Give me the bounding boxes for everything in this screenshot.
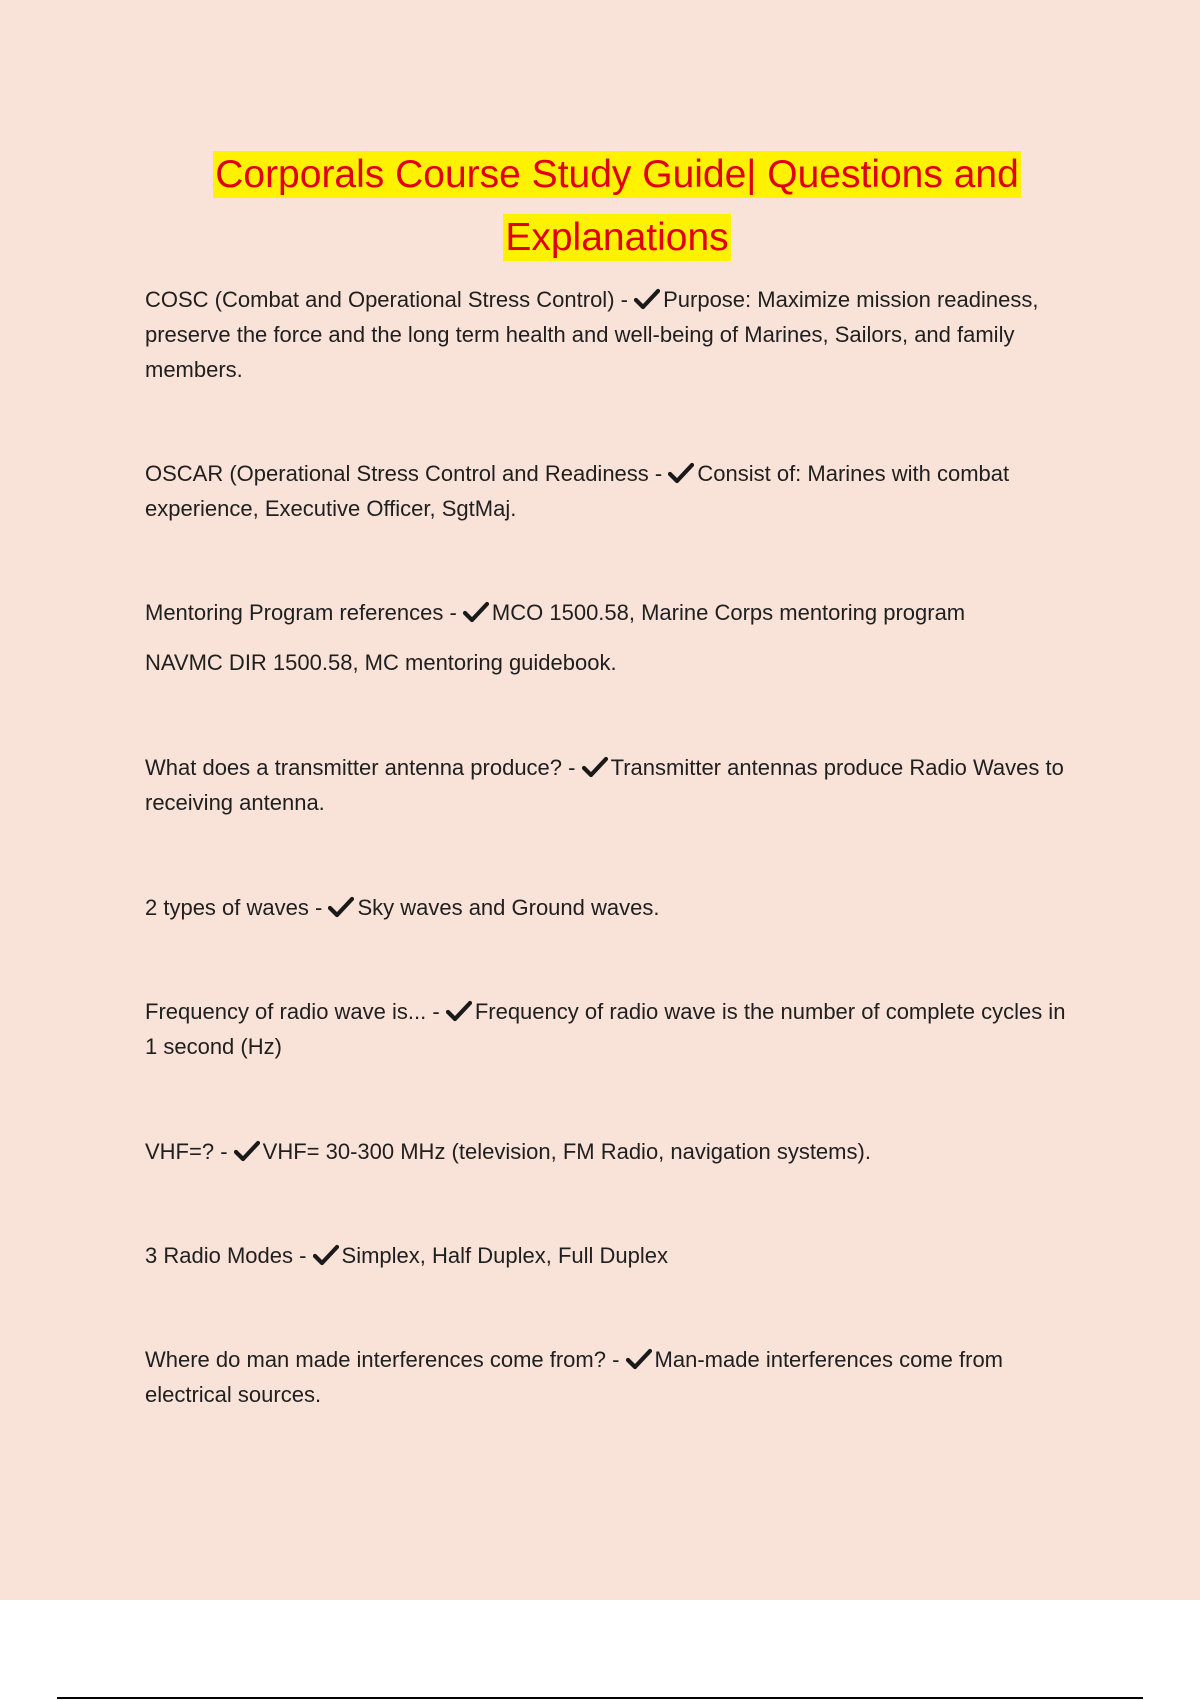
qa-answer: MCO 1500.58, Marine Corps mentoring program — [491, 600, 966, 625]
qa-separator: - — [426, 999, 446, 1024]
qa-separator: - — [443, 600, 463, 625]
qa-answer: Simplex, Half Duplex, Full Duplex — [341, 1243, 669, 1268]
qa-separator: - — [605, 1347, 626, 1372]
footer-divider — [57, 1697, 1143, 1699]
qa-answer-continuation: NAVMC DIR 1500.58, MC mentoring guidebook. — [145, 650, 617, 675]
qa-item — [145, 1134, 1075, 1169]
qa-answer: Transmitter antennas produce Radio Waves to receiving antenna. — [145, 755, 1064, 815]
qa-separator: - — [648, 461, 669, 486]
qa-item — [145, 994, 1075, 1064]
qa-separator: - — [562, 755, 582, 780]
qa-separator: - — [214, 1139, 234, 1164]
qa-item — [145, 750, 1075, 820]
qa-question: 3 Radio Modes — [145, 1243, 293, 1268]
qa-item — [145, 1238, 1075, 1273]
document-title — [0, 146, 1200, 272]
checkmark-icon — [446, 1000, 472, 1022]
qa-question: Frequency of radio wave is... — [145, 999, 427, 1024]
checkmark-icon — [234, 1140, 260, 1162]
qa-answer: Man-made interferences come from electrical sources. — [145, 1347, 1004, 1407]
checkmark-icon — [668, 462, 694, 484]
qa-answer: Sky waves and Ground waves. — [357, 895, 660, 920]
qa-separator: - — [308, 895, 329, 920]
qa-question: 2 types of waves — [145, 895, 309, 920]
checkmark-icon — [328, 896, 354, 918]
title-line-1: Corporals Course Study Guide| Questions and — [215, 153, 1019, 196]
qa-question: OSCAR (Operational Stress Control and Readiness — [145, 461, 649, 486]
qa-question: VHF=? — [145, 1139, 215, 1164]
qa-item — [145, 595, 1075, 630]
qa-answer: VHF= 30-300 MHz (television, FM Radio, navigation systems). — [262, 1139, 871, 1164]
checkmark-icon — [634, 288, 660, 310]
qa-item — [145, 1342, 1075, 1412]
qa-answer: Frequency of radio wave is the number of complete cycles in 1 second (Hz) — [145, 999, 1066, 1059]
checkmark-icon — [313, 1244, 339, 1266]
qa-answer: Purpose: Maximize mission readiness, preserve the force and the long term health and well-being of Marines, Sailors, and family members. — [145, 287, 1039, 382]
title-line-2: Explanations — [505, 216, 729, 259]
checkmark-icon — [582, 756, 608, 778]
qa-question: Mentoring Program references — [145, 600, 444, 625]
qa-question: Where do man made interferences come from? — [145, 1347, 606, 1372]
qa-item — [145, 282, 1075, 387]
qa-item — [145, 456, 1075, 526]
qa-separator: - — [292, 1243, 313, 1268]
qa-question: What does a transmitter antenna produce? — [145, 755, 563, 780]
qa-separator: - — [614, 287, 635, 312]
qa-answer: Consist of: Marines with combat experience, Executive Officer, SgtMaj. — [145, 461, 1010, 521]
checkmark-icon — [626, 1348, 652, 1370]
checkmark-icon — [463, 601, 489, 623]
qa-item — [145, 890, 1075, 925]
qa-question: COSC (Combat and Operational Stress Control) — [145, 287, 615, 312]
